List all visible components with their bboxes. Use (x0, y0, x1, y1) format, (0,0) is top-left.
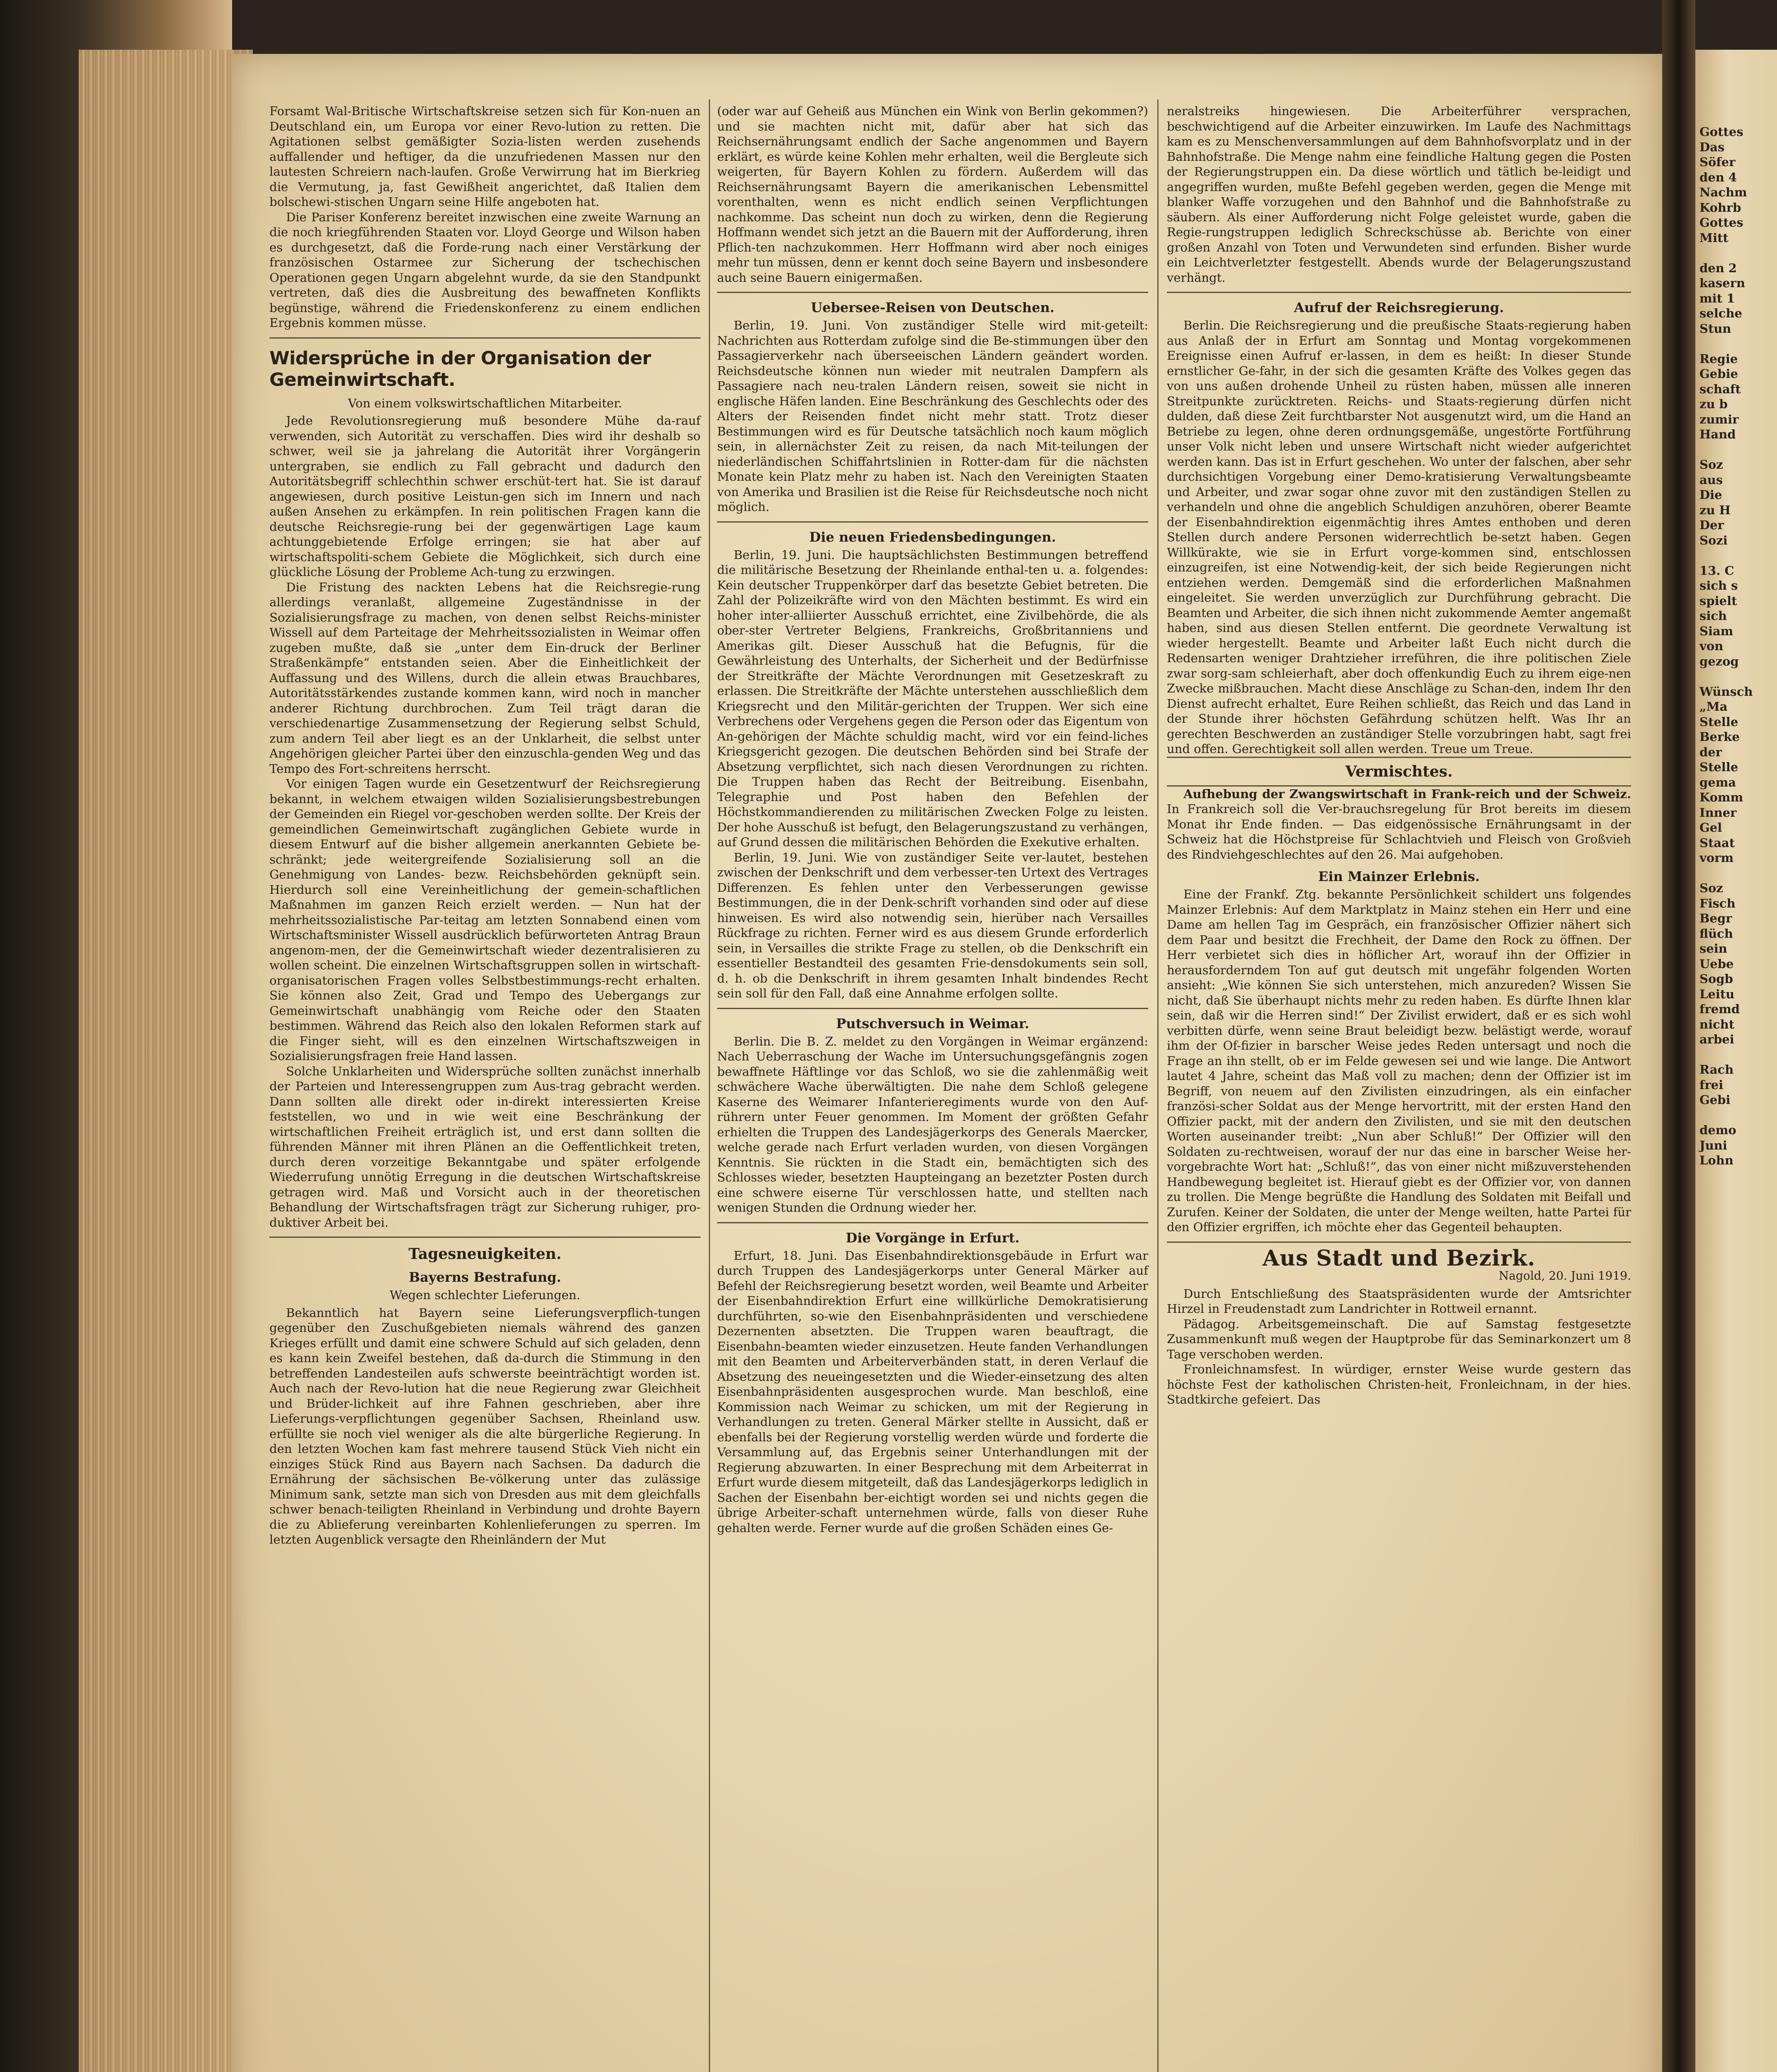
section-box-vermischtes (1167, 757, 1631, 787)
facing-page-fragment: arbei (1699, 1032, 1734, 1046)
facing-page-fragment: flüch (1699, 926, 1733, 941)
facing-page-fragment: fremd (1699, 1002, 1740, 1016)
facing-page-fragment: Soz (1699, 881, 1723, 895)
facing-page-fragment: Sogb (1699, 972, 1733, 986)
facing-page-fragment (1695, 669, 1753, 684)
headline-putschversuch: Putschversuch in Weimar. (836, 1015, 1029, 1031)
facing-page-fragment: 13. C (1699, 563, 1734, 578)
facing-page-fragment: Der (1699, 518, 1724, 532)
facing-page-fragment: aus (1699, 472, 1723, 487)
facing-page-fragment (1695, 245, 1753, 261)
byline: Von einem volkswirtschaftlichen Mitarbeiter. (348, 396, 622, 410)
paragraph: Berlin. Die Reichsregierung und die preußische Staats-regierung haben aus Anlaß der in Erfurt am Sonntag und Montag vorgekommenen Ereignisse einen Aufruf er-lassen, in dem es heißt: In dieser Stunde ernstlicher Ge-fahr, in der sich die gesamten Kräfte des Volkes gegen das von uns außen drohende Unheil zu rüsten haben, müssen alle inneren Streitpunkte zurücktreten. Reichs- und Staats-regierung dürfen nicht dulden, daß diese Zeit furchtbarster Not ausgenutzt wird, um die Hand an Betriebe zu legen, ohne deren ordnungsgemäße, ungestörte Fortführung unser Volk nicht leben und unsere Wirtschaft nicht wieder aufgerichtet werden kann. Das ist in Erfurt geschehen. Wo unter der falschen, aber sehr durchsichtigen Vorgebung einer Demo-kratisierung Verwaltungsbeamte und Arbeiter, und zwar sogar ohne zuvor mit den zuständigen Stellen zu verhandeln und ohne die angeblich Schuldigen anzuhören, oberer Beamte der Eisenbahndirektion eigenmächtig ihres Amtes enthoben und deren Stellen durch andere Personen widerrechtlich be-setzt haben. Gegen Willkürakte, wie sie in Erfurt vorge-kommen sind, entschlossen einzugreifen, ist eine Notwendig-keit, der sich beide Regierungen nicht entziehen werden. Demgemäß sind die erforderlichen Maßnahmen eingeleitet. Sie werden unverzüglich zur Durchführung gebracht. Die Beamten und Arbeiter, die sich ihnen nicht zukommende Aemter angemaßt haben, sind aus diesen Stellen entfernt. Die geordnete Verwaltung ist wieder hergestellt. Beamte und Arbeiter laßt Euch nicht durch die Redensarten weniger Drahtzieher irreführen, die ihre politischen Ziele zwar sorg-sam schleierhaft, aber doch offenkundig Euch zu ihrem eige-nen Zwecke mißbrauchen. Macht diese Anschläge zu Schan-den, indem Ihr den Dienst aufrecht erhaltet, Eure Reihen schließt, das Reich und das Land in der Stunde ihrer höchsten Gefährdung schützen helft. Was Ihr an gerechten Beschwerden an zuständiger Stelle vorzubringen habt, sagt frei und offen. Gerechtigkeit soll allen werden. Treue um Treue. (1167, 318, 1631, 756)
facing-page-fragment: sich (1699, 609, 1727, 623)
facing-page-fragment: Rach (1699, 1063, 1734, 1077)
facing-page-fragment: demo (1699, 1123, 1736, 1137)
headline-erfurt: Die Vorgänge in Erfurt. (846, 1230, 1020, 1246)
facing-page-fragment: Juni (1699, 1138, 1727, 1152)
column-3 (1167, 104, 1631, 1407)
facing-page-fragment (1695, 1047, 1753, 1063)
column-rule-2 (1157, 99, 1159, 2072)
facing-page-fragment: Gebie (1699, 367, 1738, 381)
facing-page-fragment: Nachm (1699, 185, 1747, 199)
divider (1167, 292, 1631, 293)
paragraph: Erfurt, 18. Juni. Das Eisenbahndirektionsgebäude in Erfurt war durch Truppen des Landesjägerkorps unter General Märker auf Befehl der Reichsregierung besetzt worden, weil Beamte und Arbeiter der Eisenbahndirektion Erfurt eine willkürliche Demokratisierung durchführten, so-wie den Eisenbahnpräsidenten und verschiedene Dezernenten absetzten. Die Truppen waren beauftragt, die Eisenbahn-beamten wieder einzusetzen. Heute fanden Verhandlungen mit den Beamten und Arbeiterverbänden statt, in deren Verlauf die Absetzung des neueingesetzten und die Wieder-einsetzung des alten Eisenbahnpräsidenten ausgesprochen wurde. Man beschloß, eine Kommission nach Weimar zu schicken, um mit der Regierung in Verhandlungen zu treten. General Märker stellte in Aussicht, daß er ebenfalls bei der Regierung vorstellig werden würde und forderte die Versammlung auf, das Ergebnis seiner Unterhandlungen mit der Regierung abzuwarten. In einer Besprechung mit dem Arbeiterrat in Erfurt wurde diesem mitgeteilt, daß das Landesjägerkorps lediglich in Sachen der Eisenbahn ber-eichtigt worden sei und nichts gegen die übrige Arbeiter-schaft unternehmen würde, falls von dieser Ruhe gehalten werde. Ferner wurde auf die großen Schäden eines Ge- (717, 1248, 1148, 1535)
facing-page-edge (1695, 50, 1777, 2072)
paragraph: Durch Entschließung des Staatspräsidenten wurde der Amtsrichter Hirzel in Freudenstadt zum Landrichter in Rottweil ernannt. (1167, 1286, 1631, 1316)
facing-page-fragment: Komm (1699, 790, 1743, 804)
facing-page-fragment: den 4 (1699, 170, 1737, 184)
paragraph: Die Pariser Konferenz bereitet inzwischen eine zweite Warnung an die noch kriegführenden Staaten vor. Lloyd George und Wilson haben es durchgesetzt, daß die Forde-rung nach einer Verstärkung der französischen Ostarmee zur Sicherung der tschechischen Operationen gegen Ungarn abgelehnt wurde, da sie den Standpunkt vertreten, daß dies die Ausbreitung des bewaffneten Konflikts begünstige, während die Friedenskonferenz zu einem endlichen Ergebnis kommen müsse. (269, 210, 701, 330)
paragraph: Berlin, 19. Juni. Wie von zuständiger Seite ver-lautet, bestehen zwischen der Denkschrift und dem verbesser-ten Urtext des Vertrages Differenzen. Es fehlen unter den Verbesserungen gewisse Bestimmungen, die in der Denk-schrift vorhanden sind oder auf diese hinweisen. Es wird also notwendig sein, hierüber nach Versailles Rückfrage zu richten. Ferner wird es aus diesem Grunde erforderlich sein, in Versailles die strikte Frage zu stellen, ob die Denkschrift ein essentieller Bestandteil des gesamten Frie-densdokuments sein soll, d. h. ob die Denkschrift in ihrem gesamten Inhalt bindendes Recht sein soll für den Fall, daß eine Annahme erfolgen sollte. (717, 850, 1148, 1000)
paragraph: Jede Revolutionsregierung muß besondere Mühe da-rauf verwenden, sich Autorität zu verschaffen. Dies wird ihr deshalb so schwer, weil sie ja jahrelang die Autorität ihrer Vorgängerin untergraben, sie endlich zu Fall gebracht und dadurch den Autoritätsbegriff schlechthin schwer erschüt-tert hat. Sie ist darauf angewiesen, durch positive Leistun-gen sich im Innern und nach außen Ansehen zu erkämpfen. In rein politischen Fragen kann die deutsche Reichsregie-rung bei der gegenwärtigen Lage kaum achtunggebietende Erfolge erringen; sie hat aber auf wirtschaftspoliti-schem Gebiete die Möglichkeit, sich durch eine glückliche Lösung der Probleme Ach-tung zu erzwingen. (269, 414, 701, 579)
headline-friedensbedingungen: Die neuen Friedensbedingungen. (809, 529, 1056, 545)
facing-page-text (1695, 124, 1753, 1168)
facing-page-fragment (1695, 1108, 1753, 1123)
paragraph: Berlin. Die B. Z. meldet zu den Vorgängen in Weimar ergänzend: Nach Ueberraschung der Wache im Untersuchungsgefängnis zogen bewaffnete Häftlinge vor das Schloß, wo sie die zahlenmäßig weit schwächere Wache überwältigten. Die nahe dem Schloß gelegene Kaserne des Weimarer Infanterieregiments wurde von den Auf-rührern unter Feuer genommen. Im Moment der größten Gefahr erhielten die Truppen des Landesjägerkorps des Generals Maercker, welche gerade nach Erfurt verladen wurden, von diesen Vorgängen Kenntnis. Sie rückten in die Stadt ein, bemächtigten sich des Schlosses wieder, besetzten Haupteingang an bezetzter Posten durch eine schwere eiserne Tür verschlossen hatte, und stellten nach wenigen Stunden die Ordnung wieder her. (717, 1034, 1148, 1215)
facing-page-fragment: Stelle (1699, 714, 1738, 729)
section-title-stadt-bezirk: Aus Stadt und Bezirk. (1262, 1245, 1536, 1271)
facing-page-fragment: Die (1699, 488, 1722, 502)
section-title-vermischtes: Vermischtes. (1345, 762, 1453, 780)
newspaper-page (232, 54, 1662, 2072)
paragraph: Die Fristung des nackten Lebens hat die Reichsregie-rung allerdings veranlaßt, allgemeine Zugeständnisse in der Sozialisierungsfrage zu machen, von denen selbst Reichs-minister Wissell auf dem Parteitage der Mehrheitssozialisten in Weimar offen zugeben mußte, daß sie „unter dem Ein-druck der Berliner Straßenkämpfe“ entstanden seien. Aber die Einheitlichkeit der Auffassung und des Willens, durch die allein etwas Brauchbares, Autoritätsstärkendes zustande kommen kann, wird noch in mancher anderer Richtung durchbrochen. Zum Teil trägt daran die verschiedenartige Zusammensetzung der Regierung selbst Schuld, zum andern Teil aber liegt es an der Unklarheit, die selbst unter Angehörigen gleicher Partei über den einzuschla-genden Weg und das Tempo des Fort-schreitens herrscht. (269, 580, 701, 776)
section-title-tagesneuigkeiten: Tagesneuigkeiten. (408, 1245, 562, 1263)
facing-page-fragment: Regie (1699, 351, 1738, 366)
divider (717, 1222, 1148, 1223)
divider (717, 521, 1148, 523)
facing-page-fragment: Begr (1699, 911, 1732, 925)
facing-page-fragment: Siam (1699, 624, 1733, 638)
facing-page-fragment: Kohrb (1699, 200, 1741, 215)
facing-page-fragment: Staat (1699, 835, 1735, 850)
divider (717, 1008, 1148, 1009)
headline-aufhebung: Aufhebung der Zwangswirtschaft in Frank-reich und der Schweiz. (1183, 787, 1631, 801)
facing-page-fragment: Wünsch (1699, 684, 1753, 699)
paragraph: Pädagog. Arbeitsgemeinschaft. Die auf Samstag festgesetzte Zusammenkunft muß wegen der Hauptprobe für das Seminarkonzert um 8 Tage verschoben werden. (1167, 1317, 1631, 1361)
headline-widersprueche: Widersprüche in der Organisation der Gemeinwirtschaft. (269, 347, 651, 390)
facing-page-fragment: frei (1699, 1077, 1724, 1092)
facing-page-fragment: Gel (1699, 821, 1722, 835)
paragraph: Berlin, 19. Juni. Von zuständiger Stelle wird mit-geteilt: Nachrichten aus Rotterdam zufolge sind die Be-stimmungen über den Passagierverkehr nach überseeischen Ländern geändert worden. Reichsdeutsche können nun wieder mit neutralen Dampfern als Passagiere nach neu-tralen Ländern reisen, soweit sie nicht in englische Häfen landen. Eine Beschränkung des Geschlechts oder des Alters der Reisenden findet nicht mehr statt. Trotz dieser Bestimmungen wird es für Deutsche tatsächlich noch kaum möglich sein, in allernächster Zeit zu reisen, da nach Mit-teilungen der niederländischen Schiffahrtslinien in Rotter-dam für die nächsten Monate kein Platz mehr zu haben ist. Nach den Vereinigten Staaten von Amerika und Brasilien ist die Reise für Reichsdeutsche noch nicht möglich. (717, 318, 1148, 514)
facing-page-fragment: Uebe (1699, 956, 1734, 971)
divider (717, 292, 1148, 293)
stacked-page-edges (79, 50, 253, 2072)
facing-page-fragment: Fisch (1699, 896, 1736, 910)
dateline: Nagold, 20. Juni 1919. (1498, 1269, 1631, 1283)
paragraph: Vor einigen Tagen wurde ein Gesetzentwurf der Reichsregierung bekannt, in welchem etwaigen wilden Sozialisierungsbestrebungen der Gemeinden ein Riegel vor-geschoben werden sollte. Der Kreis der gemeindlichen Gemeinwirtschaft zugänglichen Gebiete wurde in diesem Entwurf auf die bisher allgemein anerkannten Gebiete be-schränkt; jede weitergreifende Sozialisierung soll an die Genehmigung von Landes- bezw. Reichsbehörden geknüpft sein. Hierdurch soll eine Vereinheitlichung der gemein-schaftlichen Maßnahmen im ganzen Reich erzielt werden. — Nun hat der mehrheitssozialistische Par-teitag am letzten Sonnabend einen vom Wirtschaftsminister Wissell ausdrücklich befürworteten Antrag Braun angenom-men, der die Gemeinwirtschaft wieder dezentralisieren zu wollen scheint. Die einzelnen Wirtschaftsgruppen sollen in wirtschaft-organisatorischen Fragen volles Selbstbestimmungs-recht erhalten. Sie können also Zeit, Grad und Tempo des Uebergangs zur Gemeinwirtschaft unabhängig vom Reiche oder den Staaten bestimmen. Während das Reich also den lokalen Reformen stark auf die Finger sieht, will es den einzelnen Wirtschaftszweigen in Sozialisierungsfragen freie Hand lassen. (269, 777, 701, 1063)
facing-page-fragment: Berke (1699, 730, 1740, 744)
facing-page-fragment: Stelle (1699, 760, 1738, 774)
facing-page-fragment: kasern (1699, 276, 1745, 290)
facing-page-fragment: zu b (1699, 397, 1728, 411)
facing-page-fragment: selche (1699, 306, 1742, 320)
facing-page-fragment: Söfer (1699, 155, 1736, 169)
facing-page-fragment: schaft (1699, 382, 1741, 396)
column-1 (269, 104, 701, 1547)
facing-page-fragment: Sozi (1699, 533, 1728, 547)
paragraph: Solche Unklarheiten und Widersprüche sollten zunächst innerhalb der Parteien und Interessengruppen zum Aus-trag gebracht werden. Dann sollten alle direkt oder in-direkt interessierten Kreise feststellen, wo und in wie weit eine Beschränkung der wirtschaftlichen Freiheit erträglich ist, und erst dann sollten die führenden Männer mit ihren Plänen an die Oeffentlichkeit treten, durch deren vorzeitige Bekanntgabe und später erfolgende Wiederrufung unnötig Erregung in die deutschen Wirtschaftskreise getragen wird. Maß und Vorsicht auch in der theoretischen Behandlung der Wirtschaftsfragen trägt zur Sicherung ruhiger, pro-duktiver Arbeit bei. (269, 1064, 701, 1230)
facing-page-fragment: den 2 (1699, 261, 1737, 275)
facing-page-fragment: Stun (1699, 321, 1731, 336)
facing-page-fragment: „Ma (1699, 700, 1728, 714)
divider (1167, 1242, 1631, 1243)
facing-page-fragment: der (1699, 745, 1722, 759)
facing-page-fragment: spielt (1699, 593, 1737, 608)
facing-page-fragment: mit 1 (1699, 291, 1735, 305)
facing-page-fragment: Gottes (1699, 215, 1743, 230)
paragraph: neralstreiks hingewiesen. Die Arbeiterführer versprachen, beschwichtigend auf die Arbeiter einzuwirken. Im Laufe des Nachmittags kam es zu Menschenversammlungen auf dem Bahnhofsvorplatz und in der Bahnhofstraße. Die Menge nahm eine feindliche Haltung gegen die Posten der Regierungstruppen ein. Da diese wörtlich und tätlich be-leidigt und angegriffen wurden, mußte Befehl gegeben werden, gegen die Menge mit blanker Waffe vorzugehen und den Bahnhof und die Bahnhofstraße zu säubern. Als einer Aufforderung nicht Folge geleistet wurde, gaben die Regie-rungstruppen lediglich Schreckschüsse ab. Berichte von einer großen Anzahl von Toten und Verwundeten sind erfunden. Bisher wurde ein Leichtverletzter festgestellt. Abends wurde der Belagerungszustand verhängt. (1167, 104, 1631, 285)
facing-page-fragment: Gottes (1699, 125, 1743, 139)
facing-page-fragment: von (1699, 639, 1724, 653)
facing-page-fragment: Inner (1699, 805, 1737, 820)
facing-page-fragment: Soz (1699, 457, 1723, 472)
divider (269, 337, 701, 339)
facing-page-fragment: Mitt (1699, 230, 1729, 245)
paragraph: Berlin, 19. Juni. Die hauptsächlichsten Bestimmungen betreffend die militärische Besetzung der Rheinlande enthal-ten u. a. folgendes: Kein deutscher Truppenkörper darf das besetzte Gebiet betreten. Die Zahl der Polizeikräfte wird von den Mächten bestimmt. Es wird ein hoher inter-alliierter Ausschuß errichtet, eine Zivilbehörde, die als ober-ster Vertreter Belgiens, Frankreichs, Großbritanniens und Amerikas gilt. Dieser Ausschuß hat die Befugnis, für die Gewährleistung des Unterhalts, der Sicherheit und der Bedürfnisse der Streitkräfte der Mächte Verordnungen mit Gesetzeskraft zu erlassen. Die Streitkräfte der Mächte unterstehen ausschließlich dem Kriegsrecht und den Militär-gerichten der Truppen. Wer sich eine Verbrechens oder Vergehens gegen die Person oder das Eigentum von An-gehörigen der Mächte schuldig macht, wird vor ein feind-liches Kriegsgericht gezogen. Die deutschen Behörden sind bei Strafe der Absetzung verpflichtet, sich nach diesen Verordnungen zu richten. Die Truppen haben das Recht der Beitreibung. Eisenbahn, Telegraphie und Post haben den Befehlen der Höchstkommandierenden zu militärischen Zwecken Folge zu leisten. Der hohe Ausschuß ist befugt, den Belagerungszustand zu verhängen, auf Grund dessen die militärischen Behörden die Exekutive erhalten. (717, 547, 1148, 849)
facing-page-fragment: sein (1699, 942, 1727, 956)
facing-page-fragment: zumir (1699, 412, 1739, 426)
facing-page-fragment: Leitu (1699, 987, 1735, 1001)
facing-page-fragment: gezog (1699, 654, 1739, 668)
book-gutter (1662, 0, 1695, 2072)
subheadline: Wegen schlechter Lieferungen. (390, 1288, 580, 1302)
facing-page-fragment (1695, 442, 1753, 457)
facing-page-fragment: nicht (1699, 1017, 1735, 1031)
facing-page-fragment: Lohn (1699, 1153, 1733, 1167)
paragraph: Forsamt Wal-Britische Wirtschaftskreise setzen sich für Kon-nuen an Deutschland ein, um Europa vor einer Revo-lution zu retten. Die Agitationen selbst gemäßigter Sozia-listen werden zusehends auffallender und heftiger, da die unzufriedenen Massen nur den lautesten Schreiern nach-laufen. Große Verwirrung hat im Bierkrieg die Vermutung, ja, fast Gewißheit angerichtet, daß Italien dem bolschewi-stischen Ungarn seine Hilfe angeboten hat. (269, 104, 701, 209)
paragraph: In Frankreich soll die Ver-brauchsregelung für Brot bereits im diesem Monat ihr Ende finden. — Das eidgenössische Ernährungsamt in der Schweiz hat die Höchstpreise für Schlachtvieh und Fleisch von Großvieh des Rindviehgeschlechtes auf den 26. Mai aufgehoben. (1167, 802, 1631, 862)
paragraph: Bekanntlich hat Bayern seine Lieferungsverpflich-tungen gegenüber den Zuschußgebieten niemals während des ganzen Krieges erfüllt und damit eine schwere Schuld auf sich geladen, denn es kann kein Zweifel bestehen, daß da-durch die Stimmung in den betreffenden Landesteilen aufs schwerste beeinträchtigt worden ist. Auch nach der Revo-lution hat die neue Regierung zwar Gleichheit und Brüder-lichkeit auf ihre Fahnen geschrieben, aber ihre Lieferungs-verpflichtungen gegenüber Sachsen, Rheinland usw. erfüllte sie noch viel weniger als die alte bürgerliche Regierung. In den letzten Wochen kam fast mehrere tausend Stück Vieh nicht ein einziges Stück Rind aus Bayern nach Sachsen. Da dadurch die Ernährung der sächsischen Be-völkerung unter das zulässige Minimum sank, setzte man sich von Dresden aus mit dem gleichfalls schwer benach-teiligten Rheinland in Verbindung und drohte Bayern die zu Ablieferung vereinbarten Kohlenlieferungen zu sperren. Im letzten Augenblick versagte den Rheinländern der Mut (269, 1305, 701, 1547)
paragraph: Fronleichnamsfest. In würdiger, ernster Weise wurde gestern das höchste Fest der katholischen Christen-heit, Fronleichnam, in der hies. Stadtkirche gefeiert. Das (1167, 1362, 1631, 1406)
headline-aufruf: Aufruf der Reichsregierung. (1294, 300, 1504, 315)
facing-page-fragment (1695, 548, 1753, 563)
facing-page-fragment: zu H (1699, 503, 1731, 517)
facing-page-fragment: Das (1699, 140, 1725, 154)
paragraph: Eine der Frankf. Ztg. bekannte Persönlichkeit schildert uns folgendes Mainzer Erlebnis: Auf dem Marktplatz in Mainz stehen ein Herr und eine Dame am hellen Tag im Gespräch, ein französischer Offizier nähert sich dem Paar und besitzt die Frechheit, der Dame den Rock zu öffnen. Der Herr verbietet sich dies in höflicher Art, worauf ihn der Offizier in herausforderndem Ton auf gut deutsch mit ungefähr folgenden Worten ansieht: „Wie können Sie sich unterstehen, mich anzureden? Wissen Sie nicht, daß Sie überhaupt nichts mehr zu reden haben. Es dürfte Ihnen klar sein, daß wir die Herren sind!“ Der Zivilist erwidert, daß er es sich wohl verbitten dürfe, wenn seine Braut beleidigt bezw. belästigt werde, worauf ihm der Of-fizier in barscher Weise jedes Reden untersagt und noch die Frage an ihn stellt, ob er im Felde gewesen sei und wie lange. Die Antwort lautet 4 Jahre, scheint das Maß voll zu machen; denn der Offizier ist im Begriff, von neuem auf den Zivilisten einzudringen, als ein einfacher französi-scher Soldat aus der Menge hervortritt, mit der ersten Hand den Offizier packt, mit der andern den Zivilisten, und sie mit den deutschen Worten auseinander treibt: „Nun aber Schluß!“ Der Offizier will den Soldaten zu-rechtweisen, worauf der nur das eine in barscher Weise her-vorgebrachte Wort hat: „Schluß!“, das von einer nicht mißzuverstehenden Handbewegung begleitet ist. Hierauf giebt es der Offizier vor, von dannen zu trollen. Die Menge begrüßte die Handlung des Soldaten mit Beifall und Zurufen. Keiner der Soldaten, die unter der Menge weilten, hatte Partei für den Offizier ergriffen, ich möchte eher das Gegenteil behaupten. (1167, 887, 1631, 1234)
facing-page-fragment: gema (1699, 775, 1736, 789)
facing-page-fragment: Hand (1699, 427, 1736, 441)
facing-page-fragment: vorm (1699, 851, 1734, 865)
facing-page-fragment (1695, 866, 1753, 881)
facing-page-fragment: sich s (1699, 579, 1738, 593)
column-rule-1 (709, 99, 710, 2072)
column-2 (717, 104, 1148, 1535)
divider (269, 1237, 701, 1238)
facing-page-fragment (1695, 336, 1753, 351)
headline-bayern: Bayerns Bestrafung. (409, 1269, 561, 1285)
headline-mainzer: Ein Mainzer Erlebnis. (1318, 869, 1480, 884)
headline-uebersee: Uebersee-Reisen von Deutschen. (811, 300, 1055, 315)
facing-page-fragment: Gebi (1699, 1093, 1731, 1107)
paragraph: (oder war auf Geheiß aus München ein Wink von Berlin gekommen?) und sie machten nicht mit, dafür aber hat sich das Reichsernährungsamt endlich der Sache angenommen und Bayern erklärt, es würde keine Kohlen mehr erhalten, weil die Bergleute sich weigerten, für Bayern Kohlen zu fördern. Außerdem will das Reichsernährungsamt Bayern die amerikanischen Lebensmittel vorenthalten, wenn es nicht endlich seinen Verpflichtungen nachkomme. Das scheint nun doch zu wirken, denn die Regierung Hoffmann wendet sich jetzt an die Bauern mit der Aufforderung, ihren Pflich-ten nachzukommen. Herr Hoffmann wird aber noch einiges mehr tun müssen, denn er kennt doch seine Bayern und insbesondere auch seine Bauern einigermaßen. (717, 104, 1148, 285)
